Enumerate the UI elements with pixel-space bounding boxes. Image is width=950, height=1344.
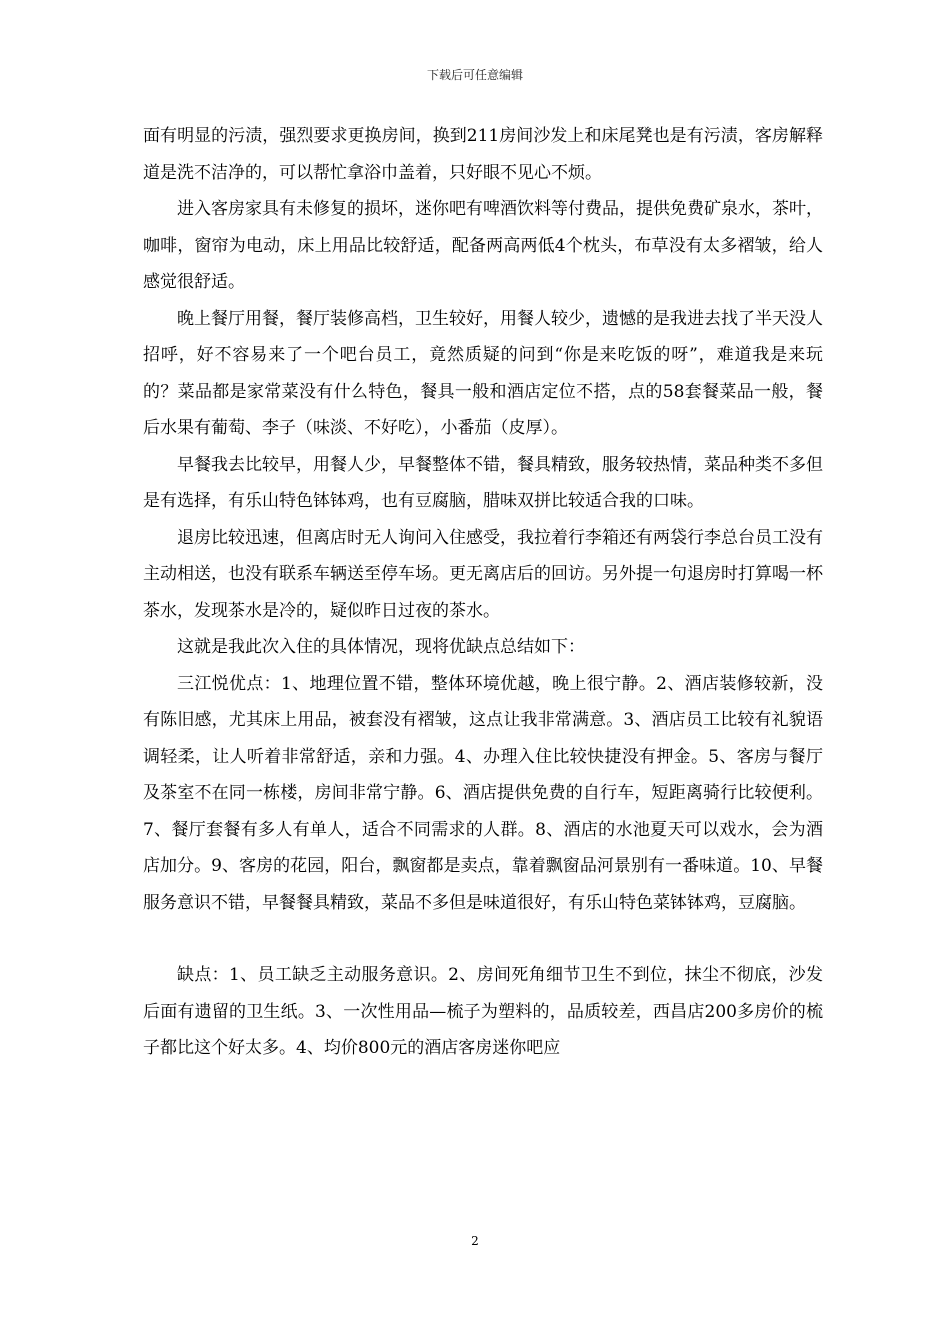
paragraph-disadvantages: 缺点：1、员工缺乏主动服务意识。2、房间死角细节卫生不到位，抹尘不彻底，沙发后面有遗留的卫生纸。3、一次性用品—梳子为塑料的，品质较差，西昌店200多房价的梳子都比这个好太多。4、均价800元的酒店客房迷你吧应: [143, 965, 823, 1058]
paragraph-summary-intro: 这就是我此次入住的具体情况，现将优缺点总结如下：: [177, 637, 585, 657]
paragraph-checkout: 退房比较迅速，但离店时无人询问入住感受，我拉着行李箱还有两袋行李总台员工没有主动相送，也没有联系车辆送至停车场。更无离店后的回访。另外提一句退房时打算喝一杯茶水，发现茶水是冷的，疑似昨日过夜的茶水。: [143, 527, 823, 621]
paragraph-stain-complaint: 面有明显的污渍，强烈要求更换房间，换到211房间沙发上和床尾凳也是有污渍，客房解释道是洗不洁净的，可以帮忙拿浴巾盖着，只好眼不见心不烦。: [143, 126, 823, 183]
document-body: [143, 118, 823, 1067]
paragraph-advantages: 三江悦优点：1、地理位置不错，整体环境优越，晚上很宁静。2、酒店装修较新，没有陈旧感，尤其床上用品，被套没有褶皱，这点让我非常满意。3、酒店员工比较有礼貌语调轻柔，让人听着非常舒适，亲和力强。4、办理入住比较快捷没有押金。5、客房与餐厅及茶室不在同一栋楼，房间非常宁静。6、酒店提供免费的自行车，短距离骑行比较便利。7、餐厅套餐有多人有单人，适合不同需求的人群。8、酒店的水池夏天可以戏水，会为酒店加分。9、客房的花园，阳台，飘窗都是卖点，靠着飘窗品河景别有一番味道。10、早餐服务意识不错，早餐餐具精致，菜品不多但是味道很好，有乐山特色菜钵钵鸡，豆腐脑。: [143, 673, 823, 913]
paragraph-dinner: 晚上餐厅用餐，餐厅装修高档，卫生较好，用餐人较少，遗憾的是我进去找了半天没人招呼，好不容易来了一个吧台员工，竟然质疑的问到“你是来吃饭的呀”，难道我是来玩的？菜品都是家常菜没有什么特色，餐具一般和酒店定位不搭，点的58套餐菜品一般，餐后水果有葡萄、李子（味淡、不好吃），小番茄（皮厚）。: [143, 308, 823, 438]
paragraph-room-facilities: 进入客房家具有未修复的损坏，迷你吧有啤酒饮料等付费品，提供免费矿泉水，茶叶，咖啡，窗帘为电动，床上用品比较舒适，配备两高两低4个枕头，布草没有太多褶皱，给人感觉很舒适。: [143, 199, 823, 292]
page-header: 下载后可任意编辑: [426, 68, 523, 82]
paragraph-breakfast: 早餐我去比较早，用餐人少，早餐整体不错，餐具精致，服务较热情，菜品种类不多但是有选择，有乐山特色钵钵鸡，也有豆腐脑，腊味双拼比较适合我的口味。: [143, 454, 823, 511]
page-number: 2: [471, 1234, 479, 1248]
